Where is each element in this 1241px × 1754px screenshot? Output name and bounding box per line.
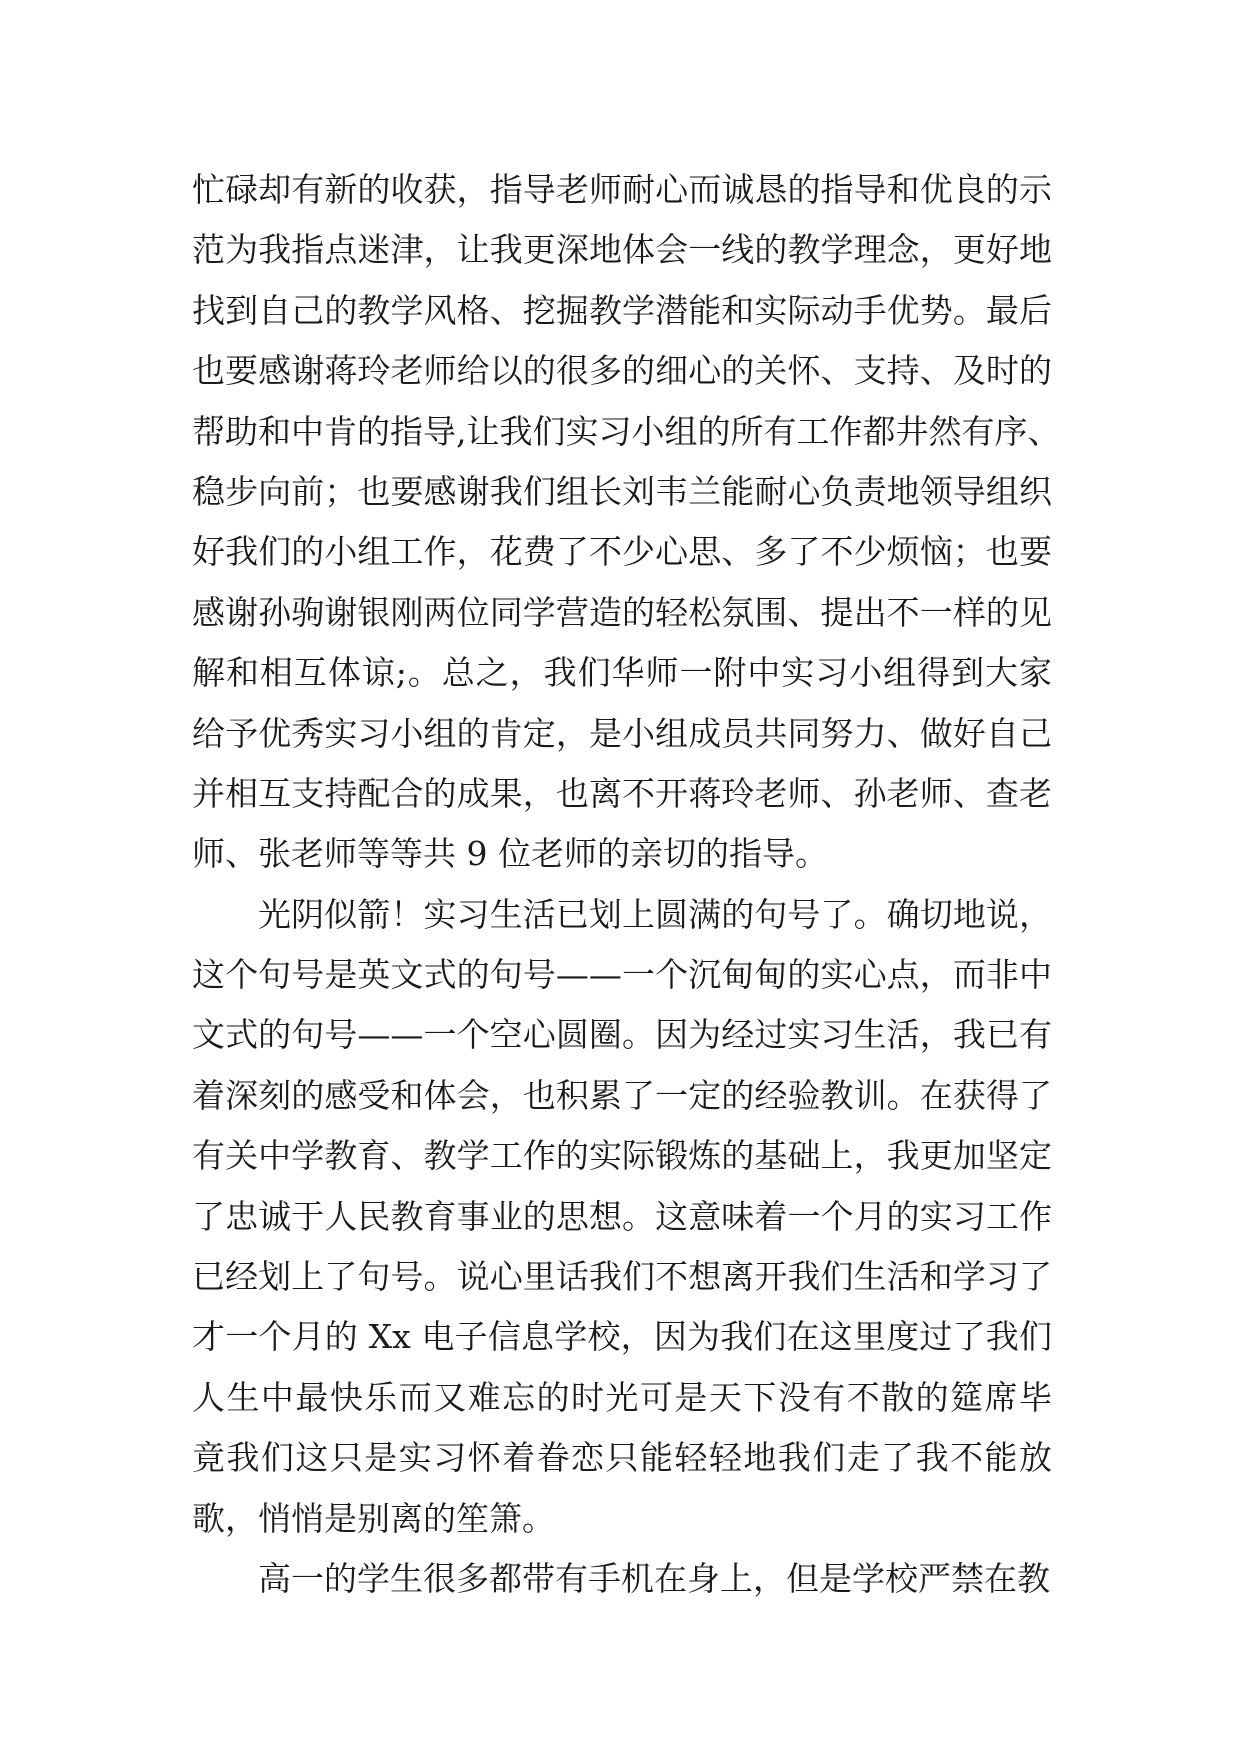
text-line: 着深刻的感受和体会，也积累了一定的经验教训。在获得了 [192, 1075, 1052, 1115]
text-line: 并相互支持配合的成果，也离不开蒋玲老师、孙老师、查老 [192, 773, 1052, 813]
text-line: 竟我们这只是实习怀着眷恋只能轻轻地我们走了我不能放 [192, 1438, 1052, 1478]
text-line: 解和相互体谅;。总之，我们华师一附中实习小组得到大家 [192, 653, 1052, 693]
paragraph-3 [192, 1549, 1052, 1609]
text-line: 范为我指点迷津，让我更深地体会一线的教学理念，更好地 [192, 230, 1052, 270]
text-line: 有关中学教育、教学工作的实际锻炼的基础上，我更加坚定 [192, 1136, 1052, 1176]
text-line: 歌，悄悄是别离的笙箫。 [192, 1498, 555, 1538]
paragraph-2 [192, 885, 1052, 1549]
text-line: 人生中最快乐而又难忘的时光可是天下没有不散的筵席毕 [192, 1377, 1052, 1417]
paragraph-1 [192, 160, 1061, 885]
text-line: 这个句号是英文式的句号——一个沉甸甸的实心点，而非中 [192, 955, 1052, 995]
text-line: 帮助和中肯的指导,让我们实习小组的所有工作都井然有序、 [192, 411, 1061, 451]
text-line: 感谢孙驹谢银刚两位同学营造的轻松氛围、提出不一样的见 [192, 592, 1052, 632]
text-line: 好我们的小组工作，花费了不少心思、多了不少烦恼；也要 [192, 532, 1052, 572]
text-line: 已经划上了句号。说心里话我们不想离开我们生活和学习了 [192, 1257, 1052, 1297]
text-line: 了忠诚于人民教育事业的思想。这意味着一个月的实习工作 [192, 1196, 1052, 1236]
text-line: 光阴似箭！实习生活已划上圆满的句号了。确切地说， [258, 894, 1052, 934]
text-line: 师、张老师等等共 9 位老师的亲切的指导。 [192, 834, 828, 874]
text-line: 才一个月的 Xx 电子信息学校，因为我们在这里度过了我们 [192, 1317, 1052, 1357]
text-line: 文式的句号——一个空心圆圈。因为经过实习生活，我已有 [192, 1015, 1052, 1055]
body-text [192, 160, 1061, 1609]
text-line: 给予优秀实习小组的肯定，是小组成员共同努力、做好自己 [192, 713, 1052, 753]
text-line: 忙碌却有新的收获，指导老师耐心而诚恳的指导和优良的示 [192, 170, 1052, 209]
text-line: 也要感谢蒋玲老师给以的很多的细心的关怀、支持、及时的 [192, 351, 1052, 391]
text-line: 稳步向前；也要感谢我们组长刘韦兰能耐心负责地领导组织 [192, 471, 1052, 511]
text-line: 找到自己的教学风格、挖掘教学潜能和实际动手优势。最后 [192, 290, 1052, 330]
text-line: 高一的学生很多都带有手机在身上，但是学校严禁在教 [258, 1558, 1050, 1598]
